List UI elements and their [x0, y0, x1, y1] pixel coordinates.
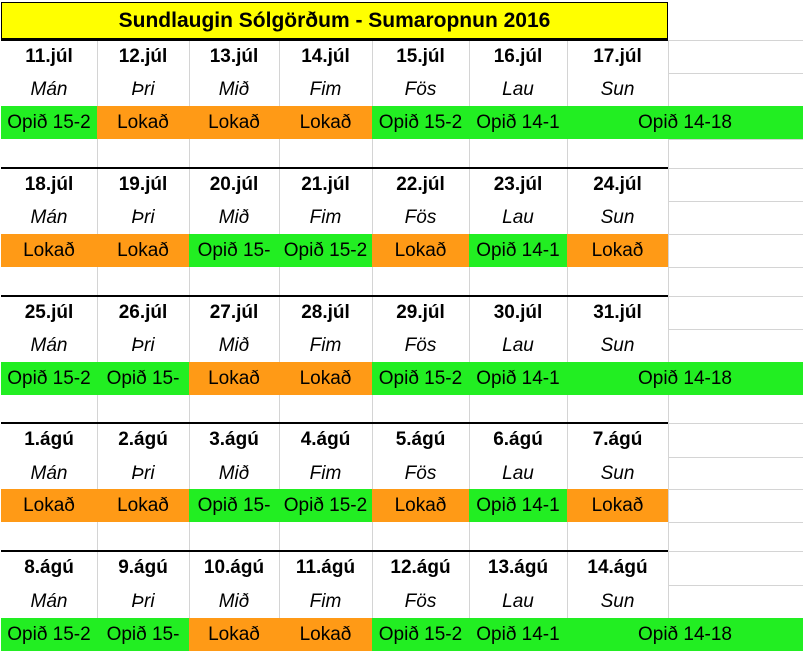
weekday-cell: Mið	[218, 334, 250, 356]
status-cell-open: Opið 15-2	[1, 618, 97, 651]
status-cell-open: Opið 15-2	[372, 362, 469, 395]
schedule-title: Sundlaugin Sólgörðum - Sumaropnun 2016	[1, 2, 668, 39]
date-cell: 1.ágú	[24, 428, 74, 450]
week-separator-line	[1, 550, 668, 552]
grid-horizontal-line	[668, 522, 803, 523]
week-separator-line	[1, 295, 668, 297]
status-cell-open: Opið 14-1	[469, 618, 567, 651]
date-cell: 31.júl	[593, 301, 642, 323]
date-cell: 6.ágú	[493, 428, 543, 450]
status-cell-closed: Lokað	[279, 362, 372, 395]
status-cell-closed: Lokað	[1, 234, 97, 267]
status-cell-open: Opið 15-	[97, 362, 189, 395]
grid-horizontal-line	[668, 489, 803, 490]
date-cell: 19.júl	[118, 173, 168, 195]
status-cell-open: Opið 15-2	[1, 362, 97, 395]
status-cell-closed: Lokað	[97, 106, 189, 139]
week-separator-line	[1, 167, 668, 169]
date-cell: 30.júl	[493, 301, 543, 323]
date-cell: 28.júl	[301, 301, 350, 323]
grid-horizontal-line	[668, 457, 803, 458]
weekday-cell: Þri	[131, 462, 155, 484]
grid-horizontal-line	[668, 296, 803, 297]
weekday-cell: Fim	[309, 206, 342, 228]
status-cell-open: Opið 15-2	[372, 106, 469, 139]
weekday-cell: Mið	[218, 590, 250, 612]
date-cell: 22.júl	[396, 173, 445, 195]
status-cell-closed: Lokað	[372, 234, 469, 267]
date-cell: 24.júl	[593, 173, 642, 195]
date-cell: 17.júl	[593, 45, 642, 67]
date-cell: 14.ágú	[587, 556, 648, 578]
weekday-cell: Lau	[502, 590, 534, 612]
weekday-cell: Mán	[30, 206, 68, 228]
date-cell: 13.júl	[209, 45, 259, 67]
date-cell: 2.ágú	[118, 428, 168, 450]
weekday-cell: Mið	[218, 462, 250, 484]
weekday-cell: Fim	[309, 590, 342, 612]
weekday-cell: Þri	[131, 334, 155, 356]
weekday-cell: Sun	[600, 462, 635, 484]
date-cell: 9.ágú	[118, 556, 168, 578]
status-cell-open: Opið 15-	[189, 489, 279, 522]
date-cell: 11.ágú	[295, 556, 356, 578]
weekday-cell: Þri	[131, 206, 155, 228]
weekday-cell: Lau	[502, 206, 534, 228]
weekday-cell: Sun	[600, 590, 635, 612]
date-cell: 7.ágú	[592, 428, 643, 450]
status-cell-open: Opið 14-18	[567, 618, 803, 651]
date-cell: 16.júl	[493, 45, 543, 67]
status-cell-open: Opið 15-	[189, 234, 279, 267]
date-cell: 26.júl	[118, 301, 168, 323]
week-separator-line	[1, 39, 668, 41]
status-cell-closed: Lokað	[97, 234, 189, 267]
weekday-cell: Sun	[600, 78, 635, 100]
grid-horizontal-line	[668, 267, 803, 268]
weekday-cell: Lau	[502, 334, 534, 356]
status-cell-closed: Lokað	[372, 489, 469, 522]
date-cell: 12.júl	[118, 45, 168, 67]
grid-horizontal-line	[668, 168, 803, 169]
date-cell: 3.ágú	[209, 428, 259, 450]
grid-horizontal-line	[668, 73, 803, 74]
status-cell-open: Opið 15-2	[279, 234, 372, 267]
grid-horizontal-line	[668, 329, 803, 330]
status-cell-closed: Lokað	[567, 234, 668, 267]
date-cell: 13.ágú	[487, 556, 549, 578]
grid-horizontal-line	[668, 585, 803, 586]
weekday-cell: Fim	[309, 462, 342, 484]
weekday-cell: Fös	[404, 78, 437, 100]
status-cell-closed: Lokað	[189, 106, 279, 139]
weekday-cell: Fös	[404, 590, 437, 612]
weekday-cell: Mán	[30, 78, 68, 100]
weekday-cell: Fim	[309, 78, 342, 100]
weekday-cell: Mán	[30, 590, 68, 612]
date-cell: 12.ágú	[390, 556, 451, 578]
date-cell: 21.júl	[301, 173, 350, 195]
grid-horizontal-line	[668, 551, 803, 552]
date-cell: 4.ágú	[300, 428, 351, 450]
weekday-cell: Lau	[502, 78, 534, 100]
grid-horizontal-line	[668, 234, 803, 235]
status-cell-open: Opið 14-1	[469, 106, 567, 139]
status-cell-open: Opið 15-2	[1, 106, 97, 139]
weekday-cell: Fös	[404, 462, 437, 484]
status-cell-open: Opið 14-18	[567, 106, 803, 139]
grid-horizontal-line	[668, 40, 803, 41]
status-cell-closed: Lokað	[1, 489, 97, 522]
weekday-cell: Sun	[600, 206, 635, 228]
week-separator-line	[1, 422, 668, 424]
status-cell-open: Opið 15-2	[279, 489, 372, 522]
weekday-cell: Mið	[218, 206, 250, 228]
status-cell-closed: Lokað	[189, 362, 279, 395]
date-cell: 27.júl	[209, 301, 259, 323]
status-cell-open: Opið 14-1	[469, 489, 567, 522]
date-cell: 25.júl	[24, 301, 74, 323]
grid-horizontal-line	[668, 139, 803, 140]
date-cell: 18.júl	[24, 173, 74, 195]
date-cell: 11.júl	[25, 45, 73, 67]
status-cell-open: Opið 14-18	[567, 362, 803, 395]
weekday-cell: Þri	[131, 78, 155, 100]
status-cell-closed: Lokað	[279, 106, 372, 139]
date-cell: 8.ágú	[24, 556, 74, 578]
date-cell: 15.júl	[396, 45, 445, 67]
date-cell: 14.júl	[301, 45, 350, 67]
weekday-cell: Mið	[218, 78, 250, 100]
weekday-cell: Lau	[502, 462, 534, 484]
weekday-cell: Sun	[600, 334, 635, 356]
date-cell: 5.ágú	[395, 428, 446, 450]
status-cell-closed: Lokað	[97, 489, 189, 522]
status-cell-open: Opið 15-	[97, 618, 189, 651]
date-cell: 29.júl	[396, 301, 445, 323]
date-cell: 20.júl	[209, 173, 259, 195]
status-cell-open: Opið 15-2	[372, 618, 469, 651]
weekday-cell: Mán	[30, 334, 68, 356]
status-cell-open: Opið 14-1	[469, 362, 567, 395]
status-cell-open: Opið 14-1	[469, 234, 567, 267]
weekday-cell: Fös	[404, 206, 437, 228]
status-cell-closed: Lokað	[567, 489, 668, 522]
grid-horizontal-line	[668, 423, 803, 424]
grid-horizontal-line	[668, 201, 803, 202]
weekday-cell: Mán	[30, 462, 68, 484]
weekday-cell: Þri	[131, 590, 155, 612]
date-cell: 23.júl	[493, 173, 543, 195]
weekday-cell: Fim	[309, 334, 342, 356]
status-cell-closed: Lokað	[279, 618, 372, 651]
status-cell-closed: Lokað	[189, 618, 279, 651]
weekday-cell: Fös	[404, 334, 437, 356]
date-cell: 10.ágú	[203, 556, 265, 578]
